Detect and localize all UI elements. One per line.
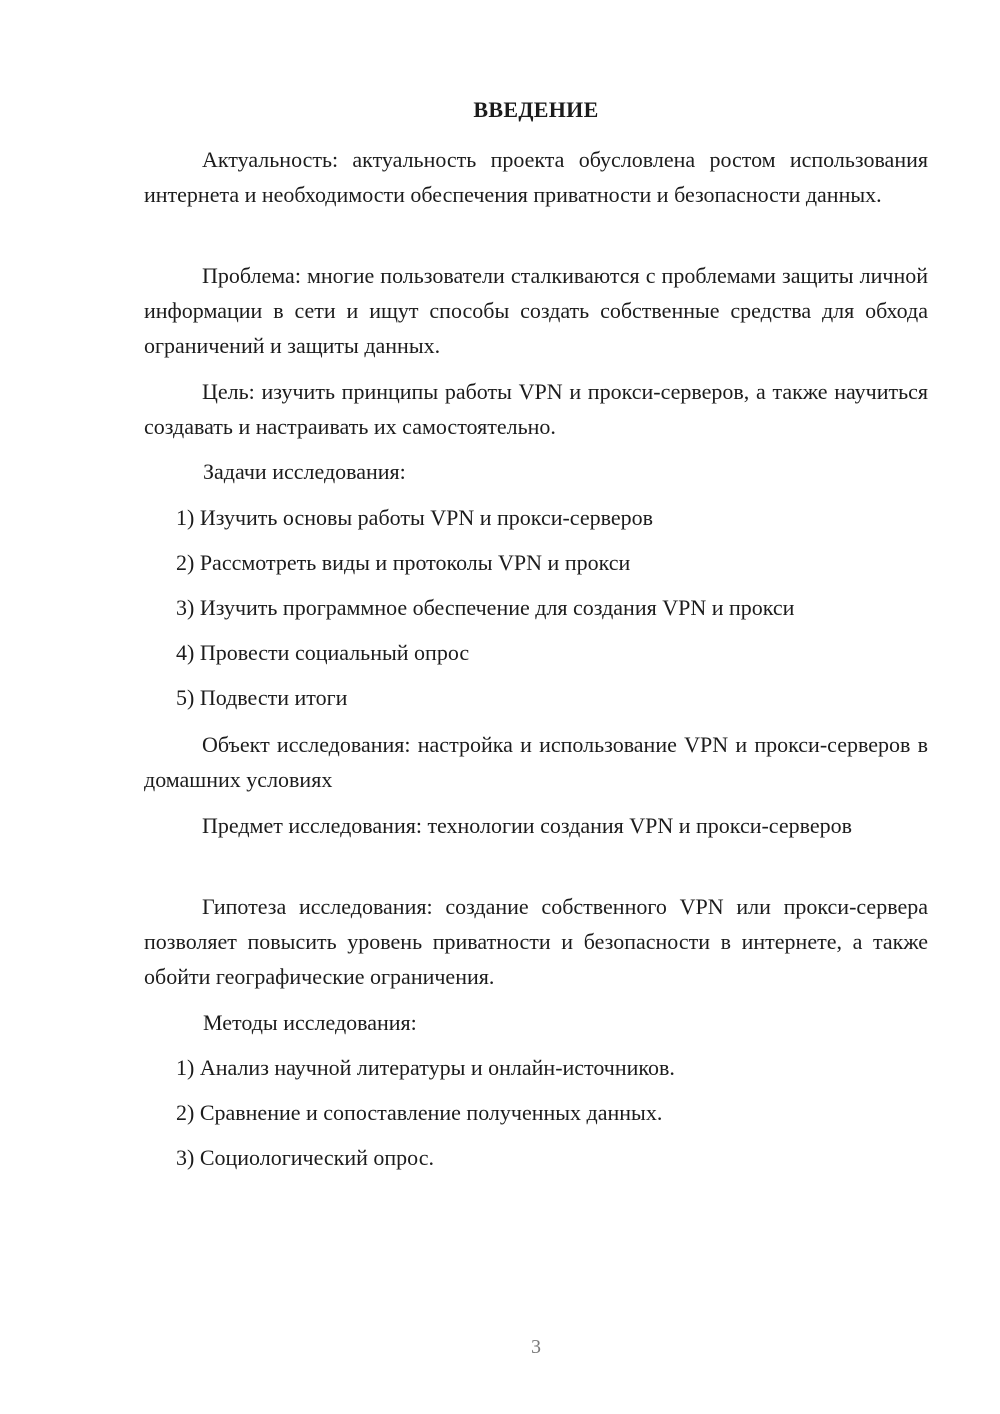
- method-item: 3) Социологический опрос.: [176, 1145, 434, 1170]
- relevance-paragraph: Актуальность: актуальность проекта обусловлена ростом использования интернета и необходимости обеспечения приватности и безопасности данных.: [144, 147, 928, 207]
- hypothesis-paragraph: Гипотеза исследования: создание собственного VPN или прокси-сервера позволяет повысить уровень приватности и безопасности в интернете, а также обойти географические ограничения.: [144, 894, 928, 989]
- subject-paragraph: Предмет исследования: технологии создания VPN и прокси-серверов: [202, 813, 853, 838]
- methods-heading: Методы исследования:: [203, 1010, 417, 1035]
- task-item: 1) Изучить основы работы VPN и прокси-серверов: [176, 505, 654, 530]
- method-item: 1) Анализ научной литературы и онлайн-источников.: [176, 1055, 675, 1080]
- object-paragraph: Объект исследования: настройка и использование VPN и прокси-серверов в домашних условиях: [144, 732, 928, 792]
- task-item: 4) Провести социальный опрос: [176, 640, 470, 665]
- task-item: 3) Изучить программное обеспечение для создания VPN и прокси: [176, 595, 795, 620]
- section-title: ВВЕДЕНИЕ: [473, 97, 599, 122]
- tasks-heading: Задачи исследования:: [203, 459, 406, 484]
- task-item: 5) Подвести итоги: [176, 685, 348, 710]
- task-item: 2) Рассмотреть виды и протоколы VPN и прокси: [176, 550, 631, 575]
- problem-paragraph: Проблема: многие пользователи сталкиваются с проблемами защиты личной информации в сети и ищут способы создать собственные средства для обхода ограничений и защиты данных.: [144, 263, 928, 358]
- page-number: 3: [531, 1336, 541, 1358]
- method-item: 2) Сравнение и сопоставление полученных данных.: [176, 1100, 663, 1125]
- goal-paragraph: Цель: изучить принципы работы VPN и прокси-серверов, а также научиться создавать и настраивать их самостоятельно.: [144, 379, 928, 439]
